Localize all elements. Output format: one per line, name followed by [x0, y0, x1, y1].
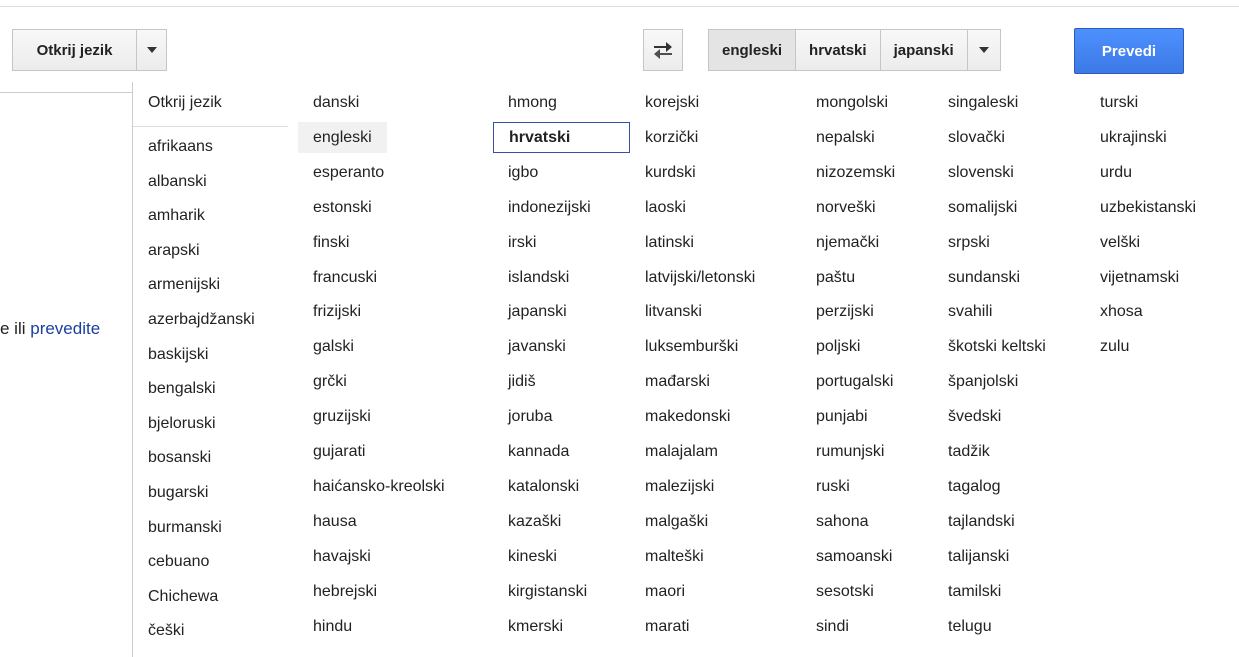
source-hint-text: [0, 319, 100, 339]
menu-item-language[interactable]: danski: [313, 94, 360, 111]
menu-item-language[interactable]: malteški: [645, 548, 704, 565]
menu-item-language[interactable]: švedski: [948, 408, 1002, 425]
menu-item-language[interactable]: bengalski: [148, 380, 216, 397]
menu-item-language[interactable]: telugu: [948, 618, 992, 635]
menu-item-language[interactable]: sesotski: [816, 583, 874, 600]
menu-item-language[interactable]: baskijski: [148, 346, 209, 363]
menu-item-language[interactable]: sindi: [816, 618, 849, 635]
menu-item-language[interactable]: kirgistanski: [508, 583, 588, 600]
chevron-down-icon: [979, 47, 989, 53]
menu-item-language[interactable]: korzički: [645, 129, 699, 146]
menu-item-language[interactable]: nizozemski: [816, 164, 896, 181]
top-divider: [0, 6, 1239, 7]
menu-item-language[interactable]: maori: [645, 583, 686, 600]
menu-item-language[interactable]: igbo: [508, 164, 539, 181]
menu-item-language[interactable]: hausa: [313, 513, 357, 530]
menu-item-language[interactable]: jidiš: [508, 373, 536, 390]
menu-item-language[interactable]: njemački: [816, 234, 880, 251]
menu-item-language[interactable]: korejski: [645, 94, 700, 111]
source-hint-prefix: e ili: [0, 319, 31, 338]
menu-item-language[interactable]: češki: [148, 622, 185, 639]
menu-item-language[interactable]: malgaški: [645, 513, 709, 530]
menu-item-language[interactable]: javanski: [508, 338, 566, 355]
target-lang-engleski[interactable]: engleski: [708, 29, 796, 71]
menu-item-language[interactable]: svahili: [948, 303, 993, 320]
menu-item-language[interactable]: turski: [1100, 94, 1139, 111]
translate-link[interactable]: prevedite: [30, 319, 101, 338]
menu-item-detect-language[interactable]: Otkrij jezik: [148, 94, 222, 111]
menu-item-language[interactable]: cebuano: [148, 553, 210, 570]
menu-item-language[interactable]: norveški: [816, 199, 876, 216]
menu-item-language[interactable]: bjeloruski: [148, 415, 216, 432]
menu-item-language[interactable]: irski: [508, 234, 537, 251]
menu-item-language[interactable]: somalijski: [948, 199, 1018, 216]
menu-item-language[interactable]: ruski: [816, 478, 850, 495]
menu-item-language[interactable]: litvanski: [645, 303, 702, 320]
menu-item-language[interactable]: urdu: [1100, 164, 1133, 181]
language-dropdown-menu: [132, 82, 1239, 657]
menu-item-language[interactable]: Chichewa: [148, 588, 219, 605]
menu-item-language[interactable]: mađarski: [645, 373, 710, 390]
menu-item-language[interactable]: malajalam: [645, 443, 718, 460]
menu-item-language[interactable]: albanski: [148, 173, 207, 190]
menu-item-language[interactable]: havajski: [313, 548, 371, 565]
menu-item-language[interactable]: kmerski: [508, 618, 564, 635]
menu-item-language[interactable]: latinski: [645, 234, 694, 251]
menu-item-language[interactable]: hebrejski: [313, 583, 378, 600]
menu-item-language[interactable]: rumunjski: [816, 443, 885, 460]
target-lang-hrvatski[interactable]: hrvatski: [796, 29, 881, 71]
menu-item-language[interactable]: hindu: [313, 618, 353, 635]
menu-item-language[interactable]: katalonski: [508, 478, 580, 495]
menu-item-language[interactable]: armenijski: [148, 276, 221, 293]
menu-item-language[interactable]: laoski: [645, 199, 686, 216]
menu-item-language[interactable]: samoanski: [816, 548, 893, 565]
source-language-dropdown-button[interactable]: [137, 29, 167, 71]
menu-item-language[interactable]: gujarati: [313, 443, 366, 460]
menu-item-language[interactable]: škotski keltski: [948, 338, 1046, 355]
menu-item-language[interactable]: indonezijski: [508, 199, 591, 216]
menu-item-language[interactable]: islandski: [508, 269, 570, 286]
menu-item-language[interactable]: joruba: [508, 408, 553, 425]
menu-item-language[interactable]: slovenski: [948, 164, 1014, 181]
menu-item-language[interactable]: tagalog: [948, 478, 1001, 495]
menu-item-language[interactable]: ukrajinski: [1100, 129, 1167, 146]
menu-item-language[interactable]: slovački: [948, 129, 1005, 146]
menu-item-language[interactable]: sahona: [816, 513, 869, 530]
menu-item-language[interactable]: esperanto: [313, 164, 385, 181]
menu-item-language[interactable]: portugalski: [816, 373, 894, 390]
menu-item-language[interactable]: kazaški: [508, 513, 562, 530]
menu-item-language[interactable]: frizijski: [313, 303, 361, 320]
menu-item-language[interactable]: bugarski: [148, 484, 209, 501]
menu-item-language[interactable]: francuski: [313, 269, 378, 286]
menu-item-language[interactable]: marati: [645, 618, 690, 635]
menu-item-language[interactable]: luksemburški: [645, 338, 739, 355]
detect-language-label: Otkrij jezik: [36, 41, 113, 59]
menu-item-language[interactable]: paštu: [816, 269, 856, 286]
menu-item-language[interactable]: finski: [313, 234, 350, 251]
menu-item-language[interactable]: talijanski: [948, 548, 1010, 565]
menu-item-language[interactable]: kineski: [508, 548, 557, 565]
menu-item-language[interactable]: španjolski: [948, 373, 1019, 390]
chevron-down-icon: [147, 47, 157, 53]
menu-item-language[interactable]: xhosa: [1100, 303, 1143, 320]
translate-label: Prevedi: [1101, 42, 1157, 60]
menu-item-language[interactable]: burmanski: [148, 519, 222, 536]
detect-language-button[interactable]: [12, 29, 137, 71]
menu-item-language[interactable]: sundanski: [948, 269, 1021, 286]
menu-item-language[interactable]: grčki: [313, 373, 347, 390]
menu-item-language[interactable]: japanski: [508, 303, 567, 320]
menu-item-language[interactable]: punjabi: [816, 408, 868, 425]
menu-item-language[interactable]: poljski: [816, 338, 861, 355]
menu-item-language[interactable]: kannada: [508, 443, 570, 460]
menu-item-language[interactable]: latvijski/letonski: [645, 269, 756, 286]
menu-item-language[interactable]: azerbajdžanski: [148, 311, 255, 328]
menu-item-language[interactable]: vijetnamski: [1100, 269, 1180, 286]
menu-item-language[interactable]: bosanski: [148, 449, 212, 466]
menu-item-language[interactable]: nepalski: [816, 129, 875, 146]
source-panel-divider: [0, 92, 132, 93]
menu-item-language[interactable]: velški: [1100, 234, 1141, 251]
translate-button[interactable]: [1074, 28, 1184, 74]
menu-item-language[interactable]: tajlandski: [948, 513, 1015, 530]
menu-item-language[interactable]: haićansko-kreolski: [313, 478, 445, 495]
menu-item-language[interactable]: tadžik: [948, 443, 990, 460]
menu-separator: [133, 126, 288, 127]
menu-item-language[interactable]: malezijski: [645, 478, 715, 495]
target-language-group: [708, 29, 1001, 71]
menu-item-language[interactable]: gruzijski: [313, 408, 371, 425]
menu-item-language[interactable]: estonski: [313, 199, 372, 216]
menu-item-language[interactable]: hmong: [508, 94, 557, 111]
menu-item-language[interactable]: tamilski: [948, 583, 1002, 600]
target-lang-japanski[interactable]: japanski: [881, 29, 968, 71]
menu-item-language[interactable]: srpski: [948, 234, 990, 251]
menu-item-language[interactable]: hrvatski: [493, 122, 630, 153]
swap-languages-button[interactable]: [643, 29, 683, 71]
target-language-dropdown-button[interactable]: [968, 29, 1001, 71]
menu-item-language[interactable]: zulu: [1100, 338, 1130, 355]
menu-item-language[interactable]: galski: [313, 338, 354, 355]
menu-item-language[interactable]: amharik: [148, 207, 205, 224]
menu-item-language[interactable]: singaleski: [948, 94, 1019, 111]
menu-item-language[interactable]: afrikaans: [148, 138, 213, 155]
menu-item-language[interactable]: makedonski: [645, 408, 731, 425]
menu-item-language[interactable]: perzijski: [816, 303, 874, 320]
menu-item-language[interactable]: kurdski: [645, 164, 696, 181]
menu-item-language[interactable]: uzbekistanski: [1100, 199, 1197, 216]
swap-arrows-icon: [652, 41, 674, 59]
menu-item-language[interactable]: arapski: [148, 242, 200, 259]
menu-item-language[interactable]: engleski: [298, 122, 387, 153]
menu-item-language[interactable]: mongolski: [816, 94, 889, 111]
